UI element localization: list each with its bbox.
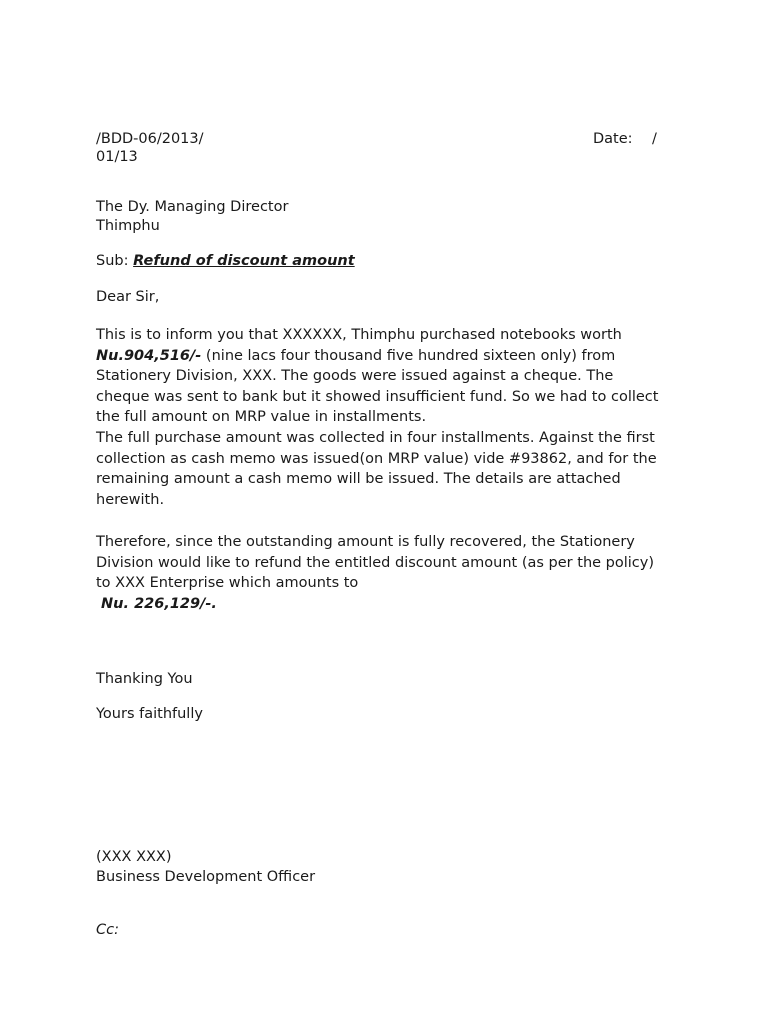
body-line: remaining amount a cash memo will be issued. The details are attached	[96, 471, 621, 488]
subject-line	[96, 251, 355, 272]
signatory-title: Business Development Officer	[96, 869, 316, 885]
purchase-amount: Nu.904,516/-	[96, 347, 202, 364]
body-line: collection as cash memo was issued(on MRP value) vide #93862, and for the	[96, 450, 657, 467]
recipient-location: Thimphu	[96, 218, 160, 234]
reference-number-continued: 01/13	[96, 149, 138, 165]
closing-valediction: Yours faithfully	[96, 706, 203, 722]
body-line: herewith.	[96, 491, 165, 508]
subject-prefix: Sub:	[96, 253, 129, 269]
signatory-name: (XXX XXX)	[96, 849, 172, 865]
body-line: This is to inform you that XXXXXX, Thimphu purchased notebooks worth	[96, 327, 622, 343]
amount-in-words: (nine lacs four thousand five hundred sixteen only) from	[201, 347, 616, 364]
body-line: Stationery Division, XXX. The goods were issued against a cheque. The	[96, 368, 614, 385]
body-paragraph-2	[96, 532, 696, 614]
body-line: Division would like to refund the entitled discount amount (as per the policy)	[96, 554, 655, 571]
subject-text: Refund of discount amount	[133, 253, 355, 269]
body-line: Therefore, since the outstanding amount is fully recovered, the Stationery	[96, 534, 635, 550]
cc-label: Cc:	[96, 922, 119, 938]
body-paragraph-1	[96, 325, 696, 510]
body-line	[96, 346, 696, 367]
reference-number: /BDD-06/2013/	[96, 131, 204, 147]
date-label: Date:	[593, 131, 633, 147]
body-line: to XXX Enterprise which amounts to	[96, 575, 359, 592]
body-line: the full amount on MRP value in installments.	[96, 409, 427, 426]
refund-amount: Nu. 226,129/-.	[96, 595, 217, 612]
date-separator: /	[652, 131, 657, 147]
recipient-title: The Dy. Managing Director	[96, 199, 289, 215]
salutation: Dear Sir,	[96, 289, 160, 305]
body-line: The full purchase amount was collected in four installments. Against the first	[96, 429, 655, 446]
body-line: cheque was sent to bank but it showed insufficient fund. So we had to collect	[96, 388, 659, 405]
closing-thanks: Thanking You	[96, 671, 193, 687]
